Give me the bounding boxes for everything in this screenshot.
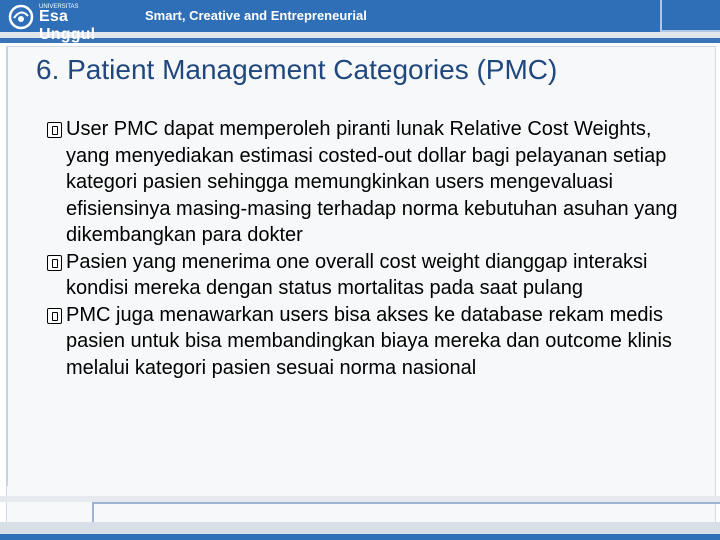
footer-bracket: [92, 502, 720, 524]
logo-small-text: UNIVERSITAS: [39, 4, 79, 10]
header-decoration: [660, 0, 662, 30]
bullet-item: [47, 302, 697, 382]
logo-text: Esa Unggul: [39, 8, 96, 43]
logo-mark-icon: [8, 4, 34, 30]
header-band: [0, 0, 720, 43]
missing-glyph-box-icon: [47, 255, 62, 271]
bullet-item: [47, 249, 697, 302]
bullet-list: [47, 116, 697, 381]
bullet-item: [47, 116, 697, 249]
tagline: Smart, Creative and Entrepreneurial: [145, 8, 367, 23]
bullet-text: Pasien yang menerima one overall cost weight dianggap interaksi kondisi mereka dengan status mortalitas pada saat pulang: [66, 250, 648, 299]
footer-bar: [0, 534, 720, 540]
header-decoration-line: [660, 30, 720, 32]
bullet-text: User PMC dapat memperoleh piranti lunak Relative Cost Weights, yang menyediakan estimasi costed-out dollar bagi pelayanan setiap kategori pasien sehingga memungkinkan users mengevaluasi efisiensinya masing-masing terhadap norma kebutuhan asuhan yang dikembangkan para dokter: [66, 118, 678, 246]
missing-glyph-box-icon: [47, 308, 62, 324]
university-logo: [8, 4, 123, 43]
slide-title: 6. Patient Management Categories (PMC): [36, 54, 558, 85]
left-rail: [6, 46, 8, 486]
missing-glyph-box-icon: [47, 122, 62, 138]
bullet-text: PMC juga menawarkan users bisa akses ke database rekam medis pasien untuk bisa membandingkan biaya mereka dan outcome klinis melalui kategori pasien sesuai norma nasional: [66, 303, 672, 379]
